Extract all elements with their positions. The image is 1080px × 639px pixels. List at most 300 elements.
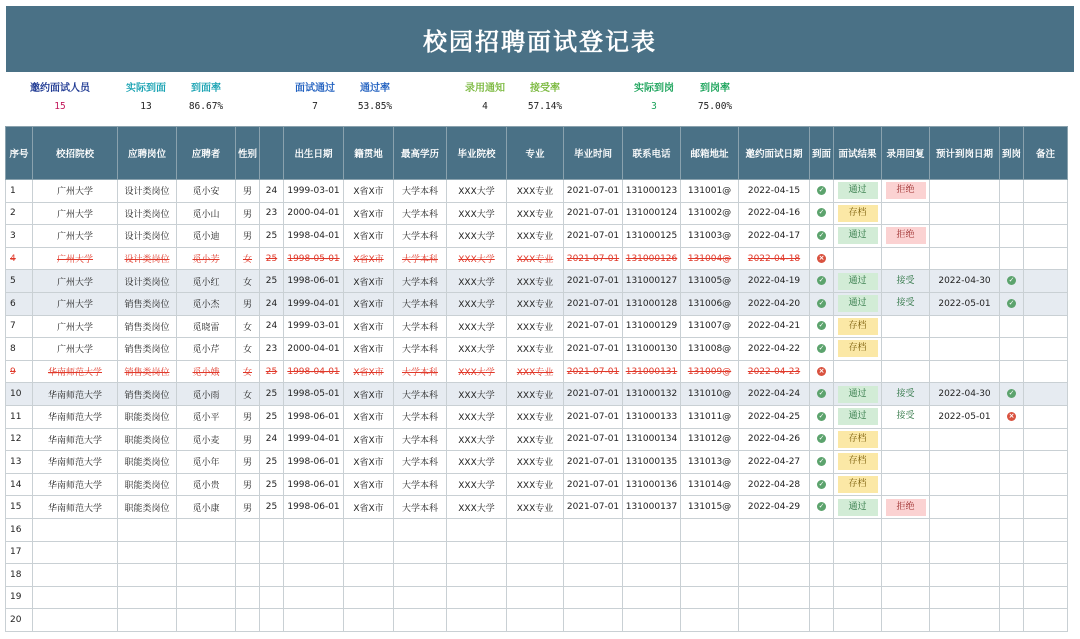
cell-email[interactable]: 131008@ bbox=[681, 338, 739, 361]
cell-major[interactable]: XXX专业 bbox=[507, 338, 564, 361]
cell-invite[interactable]: 2022-04-26 bbox=[739, 428, 810, 451]
cell-school[interactable]: 华南师范大学 bbox=[33, 405, 118, 428]
column-header[interactable]: 预计到岗日期 bbox=[930, 127, 1000, 180]
cell-grad_time[interactable]: 2021-07-01 bbox=[564, 428, 623, 451]
cell-gender[interactable] bbox=[236, 609, 260, 632]
cell-report[interactable]: 2022-04-30 bbox=[930, 383, 1000, 406]
cell-arrived[interactable] bbox=[810, 496, 834, 519]
cell-position[interactable]: 设计类岗位 bbox=[118, 180, 177, 203]
cell-invite[interactable]: 2022-04-17 bbox=[739, 225, 810, 248]
cell-email[interactable]: 131003@ bbox=[681, 225, 739, 248]
cell-invite[interactable] bbox=[739, 586, 810, 609]
cell-reply[interactable] bbox=[882, 315, 930, 338]
cell-name[interactable]: 觅小芹 bbox=[177, 338, 236, 361]
cell-onboard[interactable] bbox=[1000, 338, 1024, 361]
cell-position[interactable]: 销售类岗位 bbox=[118, 360, 177, 383]
cell-origin[interactable]: X省X市 bbox=[344, 292, 394, 315]
cell-origin[interactable] bbox=[344, 564, 394, 587]
cell-note[interactable] bbox=[1024, 451, 1068, 474]
cell-phone[interactable]: 131000132 bbox=[623, 383, 681, 406]
cell-edu[interactable]: 大学本科 bbox=[394, 338, 447, 361]
cell-edu[interactable]: 大学本科 bbox=[394, 225, 447, 248]
cell-result[interactable] bbox=[834, 360, 882, 383]
cell-email[interactable] bbox=[681, 518, 739, 541]
cell-note[interactable] bbox=[1024, 383, 1068, 406]
column-header[interactable]: 到面 bbox=[810, 127, 834, 180]
cell-grad_time[interactable]: 2021-07-01 bbox=[564, 496, 623, 519]
cell-origin[interactable] bbox=[344, 609, 394, 632]
cell-no[interactable]: 13 bbox=[6, 451, 33, 474]
cell-major[interactable] bbox=[507, 541, 564, 564]
cell-result[interactable] bbox=[834, 270, 882, 293]
cell-grad_school[interactable] bbox=[447, 541, 507, 564]
cell-onboard[interactable] bbox=[1000, 586, 1024, 609]
cell-age[interactable]: 25 bbox=[260, 360, 284, 383]
cell-edu[interactable]: 大学本科 bbox=[394, 270, 447, 293]
cell-grad_time[interactable]: 2021-07-01 bbox=[564, 247, 623, 270]
cell-onboard[interactable] bbox=[1000, 202, 1024, 225]
cell-invite[interactable]: 2022-04-20 bbox=[739, 292, 810, 315]
cell-invite[interactable]: 2022-04-24 bbox=[739, 383, 810, 406]
cell-no[interactable]: 20 bbox=[6, 609, 33, 632]
cell-grad_school[interactable] bbox=[447, 609, 507, 632]
cell-major[interactable]: XXX专业 bbox=[507, 180, 564, 203]
cell-email[interactable]: 131001@ bbox=[681, 180, 739, 203]
cell-note[interactable] bbox=[1024, 541, 1068, 564]
cell-reply[interactable] bbox=[882, 564, 930, 587]
cell-name[interactable]: 觅小平 bbox=[177, 405, 236, 428]
cell-report[interactable] bbox=[930, 541, 1000, 564]
cell-birth[interactable]: 1998-04-01 bbox=[284, 225, 344, 248]
cell-onboard[interactable] bbox=[1000, 360, 1024, 383]
cell-arrived[interactable] bbox=[810, 428, 834, 451]
cell-note[interactable] bbox=[1024, 247, 1068, 270]
cell-gender[interactable]: 女 bbox=[236, 338, 260, 361]
cell-report[interactable] bbox=[930, 225, 1000, 248]
cell-gender[interactable]: 女 bbox=[236, 247, 260, 270]
cell-grad_time[interactable]: 2021-07-01 bbox=[564, 270, 623, 293]
cell-grad_time[interactable]: 2021-07-01 bbox=[564, 451, 623, 474]
column-header[interactable]: 邀约面试日期 bbox=[739, 127, 810, 180]
cell-grad_time[interactable]: 2021-07-01 bbox=[564, 315, 623, 338]
table-row[interactable] bbox=[6, 225, 1068, 248]
cell-age[interactable]: 24 bbox=[260, 315, 284, 338]
cell-name[interactable]: 觅小红 bbox=[177, 270, 236, 293]
column-header[interactable]: 应聘者 bbox=[177, 127, 236, 180]
cell-gender[interactable]: 女 bbox=[236, 270, 260, 293]
cell-result[interactable] bbox=[834, 451, 882, 474]
cell-position[interactable]: 职能类岗位 bbox=[118, 405, 177, 428]
column-header[interactable]: 录用回复 bbox=[882, 127, 930, 180]
cell-report[interactable] bbox=[930, 473, 1000, 496]
column-header[interactable]: 应聘岗位 bbox=[118, 127, 177, 180]
cell-arrived[interactable] bbox=[810, 405, 834, 428]
cell-invite[interactable] bbox=[739, 541, 810, 564]
cell-grad_time[interactable]: 2021-07-01 bbox=[564, 180, 623, 203]
cell-note[interactable] bbox=[1024, 405, 1068, 428]
cell-phone[interactable]: 131000130 bbox=[623, 338, 681, 361]
cell-invite[interactable]: 2022-04-18 bbox=[739, 247, 810, 270]
cell-arrived[interactable] bbox=[810, 292, 834, 315]
cell-origin[interactable] bbox=[344, 541, 394, 564]
cell-onboard[interactable] bbox=[1000, 496, 1024, 519]
cell-major[interactable] bbox=[507, 586, 564, 609]
cell-age[interactable] bbox=[260, 609, 284, 632]
cell-edu[interactable] bbox=[394, 518, 447, 541]
cell-origin[interactable]: X省X市 bbox=[344, 451, 394, 474]
cell-arrived[interactable] bbox=[810, 473, 834, 496]
cell-invite[interactable] bbox=[739, 609, 810, 632]
cell-edu[interactable] bbox=[394, 609, 447, 632]
cell-note[interactable] bbox=[1024, 360, 1068, 383]
cell-onboard[interactable] bbox=[1000, 292, 1024, 315]
cell-birth[interactable]: 1999-03-01 bbox=[284, 315, 344, 338]
cell-result[interactable] bbox=[834, 247, 882, 270]
cell-grad_school[interactable]: XXX大学 bbox=[447, 496, 507, 519]
cell-onboard[interactable] bbox=[1000, 315, 1024, 338]
cell-result[interactable] bbox=[834, 473, 882, 496]
cell-age[interactable] bbox=[260, 518, 284, 541]
cell-grad_time[interactable]: 2021-07-01 bbox=[564, 383, 623, 406]
cell-age[interactable]: 25 bbox=[260, 451, 284, 474]
cell-school[interactable]: 广州大学 bbox=[33, 315, 118, 338]
cell-birth[interactable]: 1998-06-01 bbox=[284, 451, 344, 474]
cell-position[interactable]: 销售类岗位 bbox=[118, 315, 177, 338]
cell-name[interactable]: 觅小贵 bbox=[177, 473, 236, 496]
cell-grad_time[interactable]: 2021-07-01 bbox=[564, 225, 623, 248]
cell-arrived[interactable] bbox=[810, 225, 834, 248]
cell-birth[interactable]: 1999-04-01 bbox=[284, 428, 344, 451]
cell-grad_school[interactable]: XXX大学 bbox=[447, 338, 507, 361]
table-row[interactable] bbox=[6, 292, 1068, 315]
cell-position[interactable]: 销售类岗位 bbox=[118, 338, 177, 361]
cell-reply[interactable] bbox=[882, 180, 930, 203]
cell-major[interactable]: XXX专业 bbox=[507, 451, 564, 474]
cell-note[interactable] bbox=[1024, 225, 1068, 248]
cell-birth[interactable]: 1999-04-01 bbox=[284, 292, 344, 315]
table-row[interactable] bbox=[6, 518, 1068, 541]
cell-school[interactable]: 华南师范大学 bbox=[33, 360, 118, 383]
column-header[interactable]: 专业 bbox=[507, 127, 564, 180]
cell-name[interactable] bbox=[177, 541, 236, 564]
cell-grad_time[interactable] bbox=[564, 609, 623, 632]
cell-major[interactable]: XXX专业 bbox=[507, 473, 564, 496]
cell-reply[interactable] bbox=[882, 586, 930, 609]
column-header[interactable]: 性别 bbox=[236, 127, 260, 180]
cell-school[interactable]: 华南师范大学 bbox=[33, 383, 118, 406]
cell-result[interactable] bbox=[834, 518, 882, 541]
cell-birth[interactable]: 1999-03-01 bbox=[284, 180, 344, 203]
cell-note[interactable] bbox=[1024, 428, 1068, 451]
cell-gender[interactable]: 女 bbox=[236, 383, 260, 406]
cell-note[interactable] bbox=[1024, 609, 1068, 632]
cell-arrived[interactable] bbox=[810, 564, 834, 587]
cell-note[interactable] bbox=[1024, 518, 1068, 541]
cell-result[interactable] bbox=[834, 338, 882, 361]
cell-gender[interactable]: 男 bbox=[236, 225, 260, 248]
cell-note[interactable] bbox=[1024, 586, 1068, 609]
cell-origin[interactable]: X省X市 bbox=[344, 270, 394, 293]
cell-reply[interactable] bbox=[882, 451, 930, 474]
cell-age[interactable]: 23 bbox=[260, 202, 284, 225]
table-row[interactable] bbox=[6, 202, 1068, 225]
cell-grad_school[interactable]: XXX大学 bbox=[447, 428, 507, 451]
cell-gender[interactable]: 男 bbox=[236, 180, 260, 203]
cell-reply[interactable] bbox=[882, 428, 930, 451]
cell-invite[interactable]: 2022-04-28 bbox=[739, 473, 810, 496]
cell-reply[interactable] bbox=[882, 338, 930, 361]
cell-birth[interactable] bbox=[284, 518, 344, 541]
cell-result[interactable] bbox=[834, 383, 882, 406]
cell-name[interactable]: 觅小雨 bbox=[177, 383, 236, 406]
cell-grad_time[interactable] bbox=[564, 586, 623, 609]
cell-arrived[interactable] bbox=[810, 383, 834, 406]
cell-school[interactable]: 广州大学 bbox=[33, 180, 118, 203]
cell-report[interactable] bbox=[930, 451, 1000, 474]
cell-no[interactable]: 11 bbox=[6, 405, 33, 428]
column-header[interactable]: 备注 bbox=[1024, 127, 1068, 180]
cell-onboard[interactable] bbox=[1000, 405, 1024, 428]
cell-reply[interactable] bbox=[882, 518, 930, 541]
cell-grad_school[interactable]: XXX大学 bbox=[447, 202, 507, 225]
cell-major[interactable] bbox=[507, 564, 564, 587]
table-row[interactable] bbox=[6, 247, 1068, 270]
cell-gender[interactable]: 男 bbox=[236, 292, 260, 315]
cell-edu[interactable]: 大学本科 bbox=[394, 405, 447, 428]
column-header[interactable]: 毕业院校 bbox=[447, 127, 507, 180]
cell-school[interactable] bbox=[33, 564, 118, 587]
column-header[interactable]: 校招院校 bbox=[33, 127, 118, 180]
cell-phone[interactable]: 131000136 bbox=[623, 473, 681, 496]
cell-age[interactable]: 25 bbox=[260, 473, 284, 496]
cell-result[interactable] bbox=[834, 541, 882, 564]
cell-result[interactable] bbox=[834, 202, 882, 225]
cell-phone[interactable]: 131000128 bbox=[623, 292, 681, 315]
cell-report[interactable] bbox=[930, 609, 1000, 632]
cell-email[interactable]: 131013@ bbox=[681, 451, 739, 474]
cell-email[interactable]: 131005@ bbox=[681, 270, 739, 293]
cell-edu[interactable]: 大学本科 bbox=[394, 451, 447, 474]
cell-edu[interactable]: 大学本科 bbox=[394, 428, 447, 451]
cell-birth[interactable]: 2000-04-01 bbox=[284, 338, 344, 361]
cell-school[interactable]: 广州大学 bbox=[33, 338, 118, 361]
column-header[interactable]: 邮箱地址 bbox=[681, 127, 739, 180]
cell-major[interactable] bbox=[507, 518, 564, 541]
cell-grad_school[interactable]: XXX大学 bbox=[447, 451, 507, 474]
cell-grad_school[interactable]: XXX大学 bbox=[447, 270, 507, 293]
cell-no[interactable]: 15 bbox=[6, 496, 33, 519]
cell-grad_school[interactable]: XXX大学 bbox=[447, 360, 507, 383]
cell-email[interactable]: 131010@ bbox=[681, 383, 739, 406]
cell-age[interactable]: 25 bbox=[260, 225, 284, 248]
cell-phone[interactable]: 131000123 bbox=[623, 180, 681, 203]
cell-email[interactable]: 131004@ bbox=[681, 247, 739, 270]
cell-name[interactable]: 觅小麦 bbox=[177, 428, 236, 451]
cell-invite[interactable]: 2022-04-22 bbox=[739, 338, 810, 361]
cell-no[interactable]: 1 bbox=[6, 180, 33, 203]
cell-result[interactable] bbox=[834, 496, 882, 519]
cell-position[interactable] bbox=[118, 518, 177, 541]
cell-arrived[interactable] bbox=[810, 180, 834, 203]
cell-position[interactable]: 职能类岗位 bbox=[118, 451, 177, 474]
cell-note[interactable] bbox=[1024, 180, 1068, 203]
cell-arrived[interactable] bbox=[810, 586, 834, 609]
cell-edu[interactable]: 大学本科 bbox=[394, 496, 447, 519]
cell-grad_time[interactable] bbox=[564, 541, 623, 564]
cell-grad_school[interactable]: XXX大学 bbox=[447, 247, 507, 270]
cell-gender[interactable] bbox=[236, 586, 260, 609]
cell-edu[interactable]: 大学本科 bbox=[394, 473, 447, 496]
cell-invite[interactable]: 2022-04-19 bbox=[739, 270, 810, 293]
column-header[interactable]: 最高学历 bbox=[394, 127, 447, 180]
cell-edu[interactable]: 大学本科 bbox=[394, 315, 447, 338]
cell-major[interactable]: XXX专业 bbox=[507, 428, 564, 451]
cell-no[interactable]: 8 bbox=[6, 338, 33, 361]
cell-edu[interactable] bbox=[394, 586, 447, 609]
cell-note[interactable] bbox=[1024, 496, 1068, 519]
cell-birth[interactable]: 1998-06-01 bbox=[284, 405, 344, 428]
cell-onboard[interactable] bbox=[1000, 541, 1024, 564]
cell-age[interactable]: 25 bbox=[260, 383, 284, 406]
cell-name[interactable] bbox=[177, 609, 236, 632]
cell-origin[interactable]: X省X市 bbox=[344, 180, 394, 203]
cell-result[interactable] bbox=[834, 225, 882, 248]
cell-gender[interactable]: 男 bbox=[236, 496, 260, 519]
cell-reply[interactable] bbox=[882, 609, 930, 632]
cell-grad_time[interactable]: 2021-07-01 bbox=[564, 202, 623, 225]
cell-email[interactable] bbox=[681, 586, 739, 609]
cell-result[interactable] bbox=[834, 180, 882, 203]
cell-no[interactable]: 17 bbox=[6, 541, 33, 564]
cell-birth[interactable]: 2000-04-01 bbox=[284, 202, 344, 225]
cell-major[interactable]: XXX专业 bbox=[507, 270, 564, 293]
cell-no[interactable]: 4 bbox=[6, 247, 33, 270]
cell-position[interactable]: 职能类岗位 bbox=[118, 496, 177, 519]
cell-phone[interactable] bbox=[623, 518, 681, 541]
cell-age[interactable] bbox=[260, 541, 284, 564]
cell-grad_school[interactable]: XXX大学 bbox=[447, 383, 507, 406]
cell-email[interactable] bbox=[681, 564, 739, 587]
table-row[interactable] bbox=[6, 586, 1068, 609]
cell-position[interactable]: 设计类岗位 bbox=[118, 247, 177, 270]
cell-invite[interactable]: 2022-04-15 bbox=[739, 180, 810, 203]
cell-origin[interactable]: X省X市 bbox=[344, 247, 394, 270]
cell-birth[interactable] bbox=[284, 609, 344, 632]
cell-birth[interactable]: 1998-05-01 bbox=[284, 247, 344, 270]
cell-report[interactable] bbox=[930, 496, 1000, 519]
cell-result[interactable] bbox=[834, 428, 882, 451]
cell-report[interactable] bbox=[930, 315, 1000, 338]
cell-major[interactable]: XXX专业 bbox=[507, 405, 564, 428]
cell-phone[interactable]: 131000134 bbox=[623, 428, 681, 451]
cell-grad_school[interactable]: XXX大学 bbox=[447, 315, 507, 338]
cell-note[interactable] bbox=[1024, 202, 1068, 225]
cell-age[interactable] bbox=[260, 586, 284, 609]
cell-name[interactable]: 觅晓雷 bbox=[177, 315, 236, 338]
cell-result[interactable] bbox=[834, 315, 882, 338]
cell-edu[interactable]: 大学本科 bbox=[394, 247, 447, 270]
cell-grad_time[interactable]: 2021-07-01 bbox=[564, 473, 623, 496]
cell-report[interactable] bbox=[930, 180, 1000, 203]
cell-email[interactable]: 131011@ bbox=[681, 405, 739, 428]
cell-reply[interactable] bbox=[882, 225, 930, 248]
cell-phone[interactable]: 131000124 bbox=[623, 202, 681, 225]
cell-onboard[interactable] bbox=[1000, 609, 1024, 632]
cell-no[interactable]: 18 bbox=[6, 564, 33, 587]
cell-no[interactable]: 6 bbox=[6, 292, 33, 315]
cell-email[interactable]: 131012@ bbox=[681, 428, 739, 451]
cell-name[interactable]: 觅小迪 bbox=[177, 225, 236, 248]
cell-major[interactable]: XXX专业 bbox=[507, 315, 564, 338]
cell-grad_school[interactable]: XXX大学 bbox=[447, 180, 507, 203]
cell-major[interactable]: XXX专业 bbox=[507, 225, 564, 248]
cell-grad_school[interactable] bbox=[447, 518, 507, 541]
cell-edu[interactable] bbox=[394, 564, 447, 587]
cell-note[interactable] bbox=[1024, 338, 1068, 361]
cell-origin[interactable]: X省X市 bbox=[344, 383, 394, 406]
cell-result[interactable] bbox=[834, 292, 882, 315]
cell-onboard[interactable] bbox=[1000, 518, 1024, 541]
cell-onboard[interactable] bbox=[1000, 270, 1024, 293]
cell-major[interactable]: XXX专业 bbox=[507, 496, 564, 519]
cell-gender[interactable]: 女 bbox=[236, 360, 260, 383]
cell-invite[interactable] bbox=[739, 564, 810, 587]
cell-birth[interactable] bbox=[284, 564, 344, 587]
cell-phone[interactable] bbox=[623, 609, 681, 632]
cell-age[interactable]: 25 bbox=[260, 270, 284, 293]
cell-age[interactable] bbox=[260, 564, 284, 587]
cell-gender[interactable]: 男 bbox=[236, 451, 260, 474]
table-row[interactable] bbox=[6, 564, 1068, 587]
table-row[interactable] bbox=[6, 609, 1068, 632]
cell-onboard[interactable] bbox=[1000, 383, 1024, 406]
cell-birth[interactable]: 1998-06-01 bbox=[284, 270, 344, 293]
cell-invite[interactable]: 2022-04-16 bbox=[739, 202, 810, 225]
cell-arrived[interactable] bbox=[810, 315, 834, 338]
cell-no[interactable]: 2 bbox=[6, 202, 33, 225]
cell-origin[interactable]: X省X市 bbox=[344, 315, 394, 338]
cell-invite[interactable]: 2022-04-25 bbox=[739, 405, 810, 428]
cell-grad_time[interactable]: 2021-07-01 bbox=[564, 360, 623, 383]
cell-report[interactable] bbox=[930, 564, 1000, 587]
table-row[interactable] bbox=[6, 315, 1068, 338]
cell-position[interactable]: 职能类岗位 bbox=[118, 473, 177, 496]
cell-position[interactable] bbox=[118, 541, 177, 564]
cell-email[interactable]: 131015@ bbox=[681, 496, 739, 519]
column-header[interactable]: 联系电话 bbox=[623, 127, 681, 180]
cell-name[interactable]: 觅小安 bbox=[177, 180, 236, 203]
table-row[interactable] bbox=[6, 383, 1068, 406]
column-header[interactable]: 籍贯地 bbox=[344, 127, 394, 180]
cell-no[interactable]: 19 bbox=[6, 586, 33, 609]
cell-onboard[interactable] bbox=[1000, 225, 1024, 248]
cell-grad_school[interactable] bbox=[447, 586, 507, 609]
cell-arrived[interactable] bbox=[810, 360, 834, 383]
cell-major[interactable]: XXX专业 bbox=[507, 202, 564, 225]
cell-position[interactable]: 设计类岗位 bbox=[118, 202, 177, 225]
cell-no[interactable]: 9 bbox=[6, 360, 33, 383]
table-row[interactable] bbox=[6, 428, 1068, 451]
cell-phone[interactable] bbox=[623, 586, 681, 609]
cell-name[interactable]: 觅小杰 bbox=[177, 292, 236, 315]
table-row[interactable] bbox=[6, 451, 1068, 474]
table-row[interactable] bbox=[6, 360, 1068, 383]
cell-no[interactable]: 10 bbox=[6, 383, 33, 406]
cell-report[interactable] bbox=[930, 338, 1000, 361]
table-row[interactable] bbox=[6, 541, 1068, 564]
cell-major[interactable]: XXX专业 bbox=[507, 383, 564, 406]
cell-onboard[interactable] bbox=[1000, 180, 1024, 203]
